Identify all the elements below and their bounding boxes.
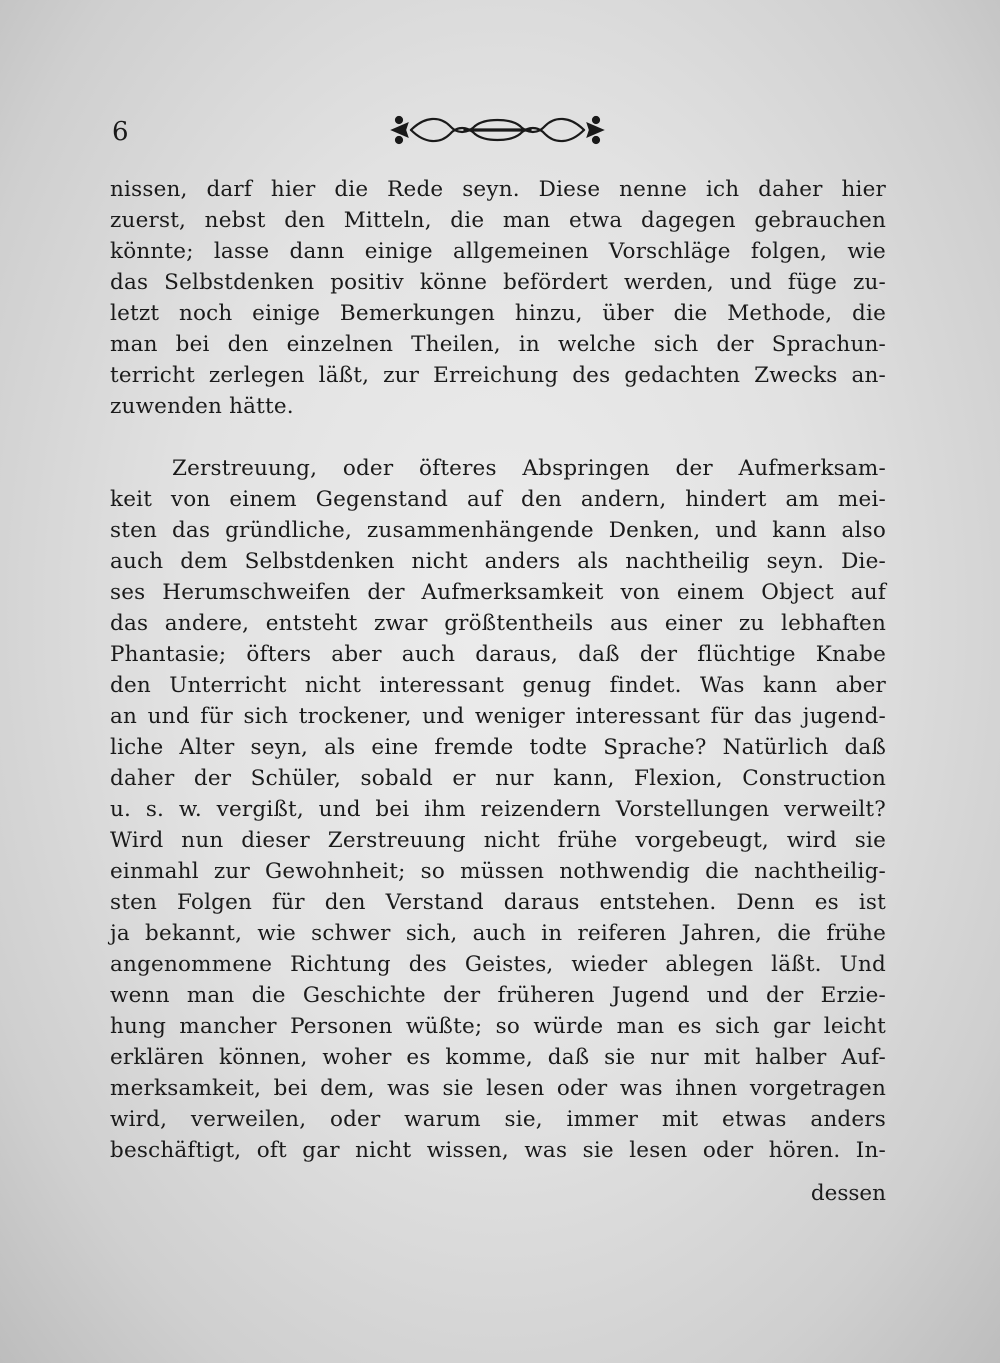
- text-line: nissen, darf hier die Rede seyn. Diese nenne ich daher hier: [110, 177, 886, 202]
- text-line: Zerstreuung, oder öfteres Abspringen der Aufmerksam-: [172, 456, 886, 481]
- text-line: man bei den einzelnen Theilen, in welche sich der Sprachun-: [110, 332, 886, 357]
- text-line: Phantasie; öfters aber auch daraus, daß der flüchtige Knabe: [110, 642, 886, 667]
- text-line: u. s. w. vergißt, und bei ihm reizendern Vorstellungen verweilt?: [110, 797, 886, 822]
- text-line: das andere, entsteht zwar größtentheils aus einer zu lebhaften: [110, 611, 886, 636]
- text-line: daher der Schüler, sobald er nur kann, Flexion, Construction: [110, 766, 886, 791]
- text-line: angenommene Richtung des Geistes, wieder ablegen läßt. Und: [110, 952, 886, 977]
- page-number: 6: [112, 117, 129, 147]
- text-line: terricht zerlegen läßt, zur Erreichung des gedachten Zwecks an-: [110, 363, 886, 388]
- text-line: zuwenden hätte.: [110, 394, 294, 419]
- text-line: beschäftigt, oft gar nicht wissen, was sie lesen oder hören. In-: [110, 1138, 886, 1163]
- text-line: liche Alter seyn, als eine fremde todte Sprache? Natürlich daß: [110, 735, 886, 760]
- text-line: zuerst, nebst den Mitteln, die man etwa dagegen gebrauchen: [110, 208, 886, 233]
- text-line: erklären können, woher es komme, daß sie nur mit halber Auf-: [110, 1045, 886, 1070]
- text-line: ses Herumschweifen der Aufmerksamkeit von einem Object auf: [110, 580, 886, 605]
- catchword: dessen: [810, 1181, 886, 1206]
- text-line: einmahl zur Gewohnheit; so müssen nothwendig die nachtheilig-: [110, 859, 886, 884]
- text-line: sten Folgen für den Verstand daraus entstehen. Denn es ist: [110, 890, 886, 915]
- text-line: letzt noch einige Bemerkungen hinzu, über die Methode, die: [110, 301, 886, 326]
- ornamental-header-icon: [385, 112, 610, 148]
- text-line: an und für sich trockener, und weniger interessant für das jugend-: [110, 704, 886, 729]
- text-line: merksamkeit, bei dem, was sie lesen oder was ihnen vorgetragen: [110, 1076, 886, 1101]
- text-line: Wird nun dieser Zerstreuung nicht frühe vorgebeugt, wird sie: [110, 828, 886, 853]
- text-line: sten das gründliche, zusammenhängende Denken, und kann also: [110, 518, 886, 543]
- text-line: wenn man die Geschichte der früheren Jugend und der Erzie-: [110, 983, 886, 1008]
- text-line: auch dem Selbstdenken nicht anders als nachtheilig seyn. Die-: [110, 549, 886, 574]
- text-line: wird, verweilen, oder warum sie, immer mit etwas anders: [110, 1107, 886, 1132]
- text-line: ja bekannt, wie schwer sich, auch in reiferen Jahren, die frühe: [110, 921, 886, 946]
- text-line: könnte; lasse dann einige allgemeinen Vorschläge folgen, wie: [110, 239, 886, 264]
- text-line: keit von einem Gegenstand auf den andern, hindert am mei-: [110, 487, 886, 512]
- text-line: hung mancher Personen wüßte; so würde man es sich gar leicht: [110, 1014, 886, 1039]
- text-line: das Selbstdenken positiv könne befördert werden, und füge zu-: [110, 270, 886, 295]
- text-line: den Unterricht nicht interessant genug findet. Was kann aber: [110, 673, 886, 698]
